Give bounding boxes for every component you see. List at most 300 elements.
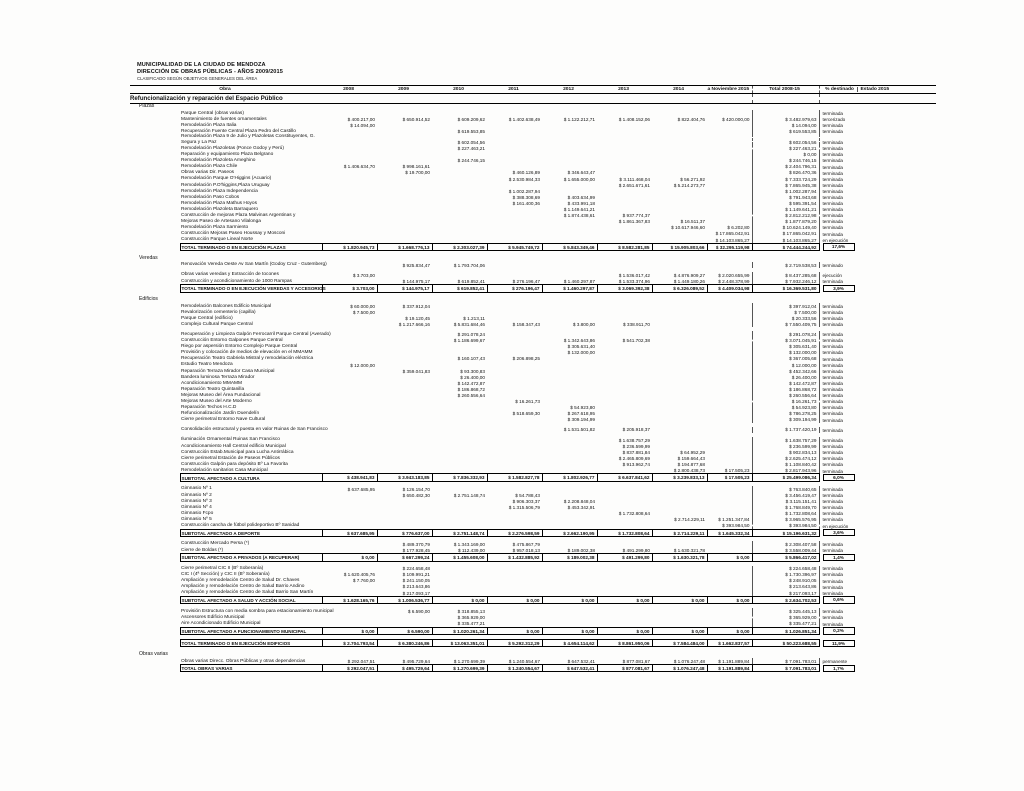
amount-cell-2008: $ 1.820.945,73 bbox=[322, 243, 377, 250]
amount-cell-2010: $ 142.472,87 bbox=[457, 380, 486, 386]
obra-label: Gimnasio Nº 3 bbox=[181, 498, 212, 504]
estado-text: terminada bbox=[822, 164, 843, 170]
amount-cell-2009 bbox=[377, 134, 432, 145]
total-row bbox=[130, 554, 936, 561]
estado-text: terminada bbox=[822, 225, 843, 231]
estado-text: terminado bbox=[822, 262, 843, 268]
amount-cell-2011: $ 0,00 bbox=[487, 627, 542, 634]
obra-label: Refuncionalización Jardín Duendelín bbox=[181, 411, 260, 417]
column-header-estado: Estado 2015 bbox=[857, 87, 890, 93]
total-row bbox=[130, 665, 936, 672]
pct-badge: 0,6% bbox=[823, 596, 855, 603]
amount-cell-2009: $ 998.161,61 bbox=[402, 164, 431, 170]
total-cell: $ 7.932.246,12 bbox=[752, 278, 819, 285]
report-table-body bbox=[130, 86, 936, 672]
obra-label: Remodelación Parque O'Higgins (Acuario) bbox=[181, 176, 272, 182]
amount-cell-2010: $ 1.270.699,39 bbox=[432, 665, 487, 672]
estado-text: terminada bbox=[822, 621, 843, 627]
amount-cell-2010 bbox=[432, 237, 487, 244]
amount-cell-2011: $ 2.530.984,33 bbox=[508, 176, 541, 182]
estado-text: terminada bbox=[822, 609, 843, 615]
amount-cell-2011 bbox=[487, 590, 542, 597]
total-row bbox=[130, 529, 936, 536]
amount-cell-2008: $ 12.000,00 bbox=[350, 362, 376, 368]
amount-cell-a Noviembre 2015: $ 14.103.865,27 bbox=[715, 237, 750, 243]
total-cell: $ 5.866.417,02 bbox=[752, 554, 819, 561]
obra-label: Revalorización cementerio (capilla) bbox=[181, 309, 256, 315]
estado-text: terminada bbox=[822, 437, 843, 443]
amount-cell-2009: $ 6.380.246,86 bbox=[377, 640, 432, 647]
obra-label: Mantenimiento de fuentes ornamentales bbox=[181, 116, 267, 122]
pct-badge: 17,6% bbox=[823, 243, 855, 250]
amount-cell-2013: $ 491.299,80 bbox=[622, 547, 651, 553]
amount-cell-2014: $ 5.214.273,77 bbox=[673, 182, 706, 188]
amount-cell-2013: $ 1.533.374,96 bbox=[618, 278, 651, 284]
amount-cell-2013: $ 0,00 bbox=[597, 627, 652, 634]
obra-label: Parque Central (obras varias) bbox=[181, 110, 244, 116]
table-row bbox=[130, 547, 936, 554]
total-cell: $ 12.000,00 bbox=[752, 362, 819, 368]
amount-cell-2012 bbox=[542, 522, 597, 529]
amount-cell-2012: $ 267.618,95 bbox=[567, 411, 596, 417]
total-cell: $ 1.026.851,34 bbox=[752, 627, 819, 634]
total-cell: $ 8.437.285,68 bbox=[752, 272, 819, 278]
amount-cell-2010 bbox=[432, 590, 487, 597]
amount-cell-2008: $ 292.047,51 bbox=[322, 665, 377, 672]
obra-label: Ampliación y remodelación Centro de Salud Barrio Andino bbox=[181, 584, 305, 590]
estado-text: terminada bbox=[822, 129, 843, 135]
amount-cell-2012: $ 647.532,41 bbox=[567, 658, 596, 664]
table-row bbox=[130, 321, 936, 327]
total-cell: $ 397.912,04 bbox=[752, 303, 819, 309]
total-cell: $ 132.000,00 bbox=[752, 350, 819, 356]
department-title: DIRECCIÓN DE OBRAS PÚBLICAS - AÑOS 2009/2015 bbox=[137, 69, 283, 75]
amount-cell-a Noviembre 2015: $ 17.505,23 bbox=[724, 468, 750, 474]
column-header-2010: 2010 bbox=[432, 86, 487, 94]
obra-label: Cierre de Boldas (*) bbox=[181, 547, 224, 553]
pct-estado-cell bbox=[819, 640, 936, 647]
estado-text: ejecución bbox=[822, 272, 842, 278]
amount-cell-2010: $ 609.209,62 bbox=[457, 116, 486, 122]
obra-label: TOTAL TERMINADO O EN EJECUCIÓN EDIFICIOS bbox=[180, 640, 322, 647]
amount-cell-2013: $ 8.861.950,06 bbox=[597, 640, 652, 647]
amount-cell-2010: $ 619.852,41 bbox=[432, 285, 487, 292]
amount-cell-2012 bbox=[542, 237, 597, 244]
amount-cell-2009: $ 109.991,21 bbox=[402, 572, 431, 578]
amount-cell-a Noviembre 2015 bbox=[707, 134, 752, 145]
pct-estado-cell bbox=[819, 522, 936, 529]
obra-label: Construcción Mercado Persa (*) bbox=[181, 541, 250, 547]
amount-cell-2012: $ 3.800,00 bbox=[572, 321, 596, 327]
amount-cell-2014 bbox=[652, 134, 707, 145]
obra-label: Gimnasio Fcpo bbox=[181, 510, 214, 516]
row-gutter bbox=[130, 547, 180, 554]
total-cell: $ 367.005,68 bbox=[752, 356, 819, 362]
row-gutter bbox=[130, 590, 180, 597]
section-label-row bbox=[130, 103, 936, 110]
amount-cell-2013: $ 205.918,37 bbox=[622, 427, 651, 433]
amount-cell-2010: $ 1.213,11 bbox=[463, 315, 486, 321]
obra-label: Provisión y colocación de medios de elevación en el MMAMM bbox=[181, 350, 313, 356]
amount-cell-2009: $ 667.299,24 bbox=[377, 554, 432, 561]
amount-cell-2008: $ 400.217,00 bbox=[347, 116, 376, 122]
table-row bbox=[130, 356, 936, 362]
amount-cell-2008 bbox=[322, 278, 377, 285]
estado-text: terminada bbox=[822, 338, 843, 344]
total-cell: $ 325.445,13 bbox=[752, 608, 819, 614]
amount-cell-2012: $ 403.634,99 bbox=[567, 194, 596, 200]
total-cell: $ 20.333,56 bbox=[752, 315, 819, 321]
obra-label: Consolidación estructural y puesta en valor Ruinas de San Francisco bbox=[181, 427, 328, 433]
section-label: Plazas bbox=[139, 103, 155, 110]
amount-cell-2010: $ 1.186.699,67 bbox=[453, 338, 486, 344]
row-gutter bbox=[130, 278, 180, 285]
total-cell: $ 2.308.407,58 bbox=[752, 541, 819, 547]
estado-text: terminada bbox=[822, 462, 843, 468]
amount-cell-2013: $ 877.081,67 bbox=[597, 665, 652, 672]
obra-label: Mejoras Museo del Área Fundacional bbox=[181, 392, 261, 398]
column-header-2008: 2008 bbox=[322, 86, 377, 94]
amount-cell-2012: $ 4.654.114,62 bbox=[542, 640, 597, 647]
amount-cell-2009: $ 495.729,64 bbox=[402, 658, 431, 664]
amount-cell-2008 bbox=[322, 590, 377, 597]
obra-label: Parque Central (edificio) bbox=[181, 315, 233, 321]
amount-cell-2014: $ 0,00 bbox=[652, 596, 707, 603]
amount-cell-2011: $ 1.240.554,67 bbox=[508, 658, 541, 664]
amount-cell-2009 bbox=[377, 621, 432, 628]
obra-label: Remodelación Plazoletas (Ponce Godoy y Perú) bbox=[181, 145, 284, 151]
obra-label: Construcción cancha de fútbol polideportivo Bº Sanidad bbox=[181, 522, 300, 528]
amount-cell-a Noviembre 2015: $ 4.409.034,98 bbox=[707, 285, 752, 292]
total-cell: $ 2.719.538,53 bbox=[752, 262, 819, 268]
classification-subtitle: CLASIFICADO SEGÚN OBJETIVOS GENERALES DEL ÁREA bbox=[137, 76, 258, 81]
column-header-2009: 2009 bbox=[377, 86, 432, 94]
amount-cell-2008 bbox=[322, 547, 377, 554]
obra-label: Complejo Cultural Parque Central bbox=[181, 321, 253, 327]
total-cell: $ 54.923,80 bbox=[752, 405, 819, 411]
amount-cell-2012: $ 1.874.438,61 bbox=[563, 213, 596, 219]
amount-cell-2013: $ 877.081,67 bbox=[622, 658, 651, 664]
obra-label: Ampliación y remodelación Centro de Salud Barrio San Martín bbox=[181, 590, 314, 596]
row-gutter bbox=[130, 665, 180, 672]
amount-cell-2009: $ 1.668.776,13 bbox=[377, 243, 432, 250]
amount-cell-2013: $ 837.881,84 bbox=[622, 449, 651, 455]
obra-label: Gimnasio Nº 2 bbox=[181, 492, 212, 498]
estado-text: terminada bbox=[822, 344, 843, 350]
amount-cell-2010 bbox=[432, 467, 487, 474]
total-cell: $ 595.391,54 bbox=[752, 200, 819, 206]
row-gutter bbox=[130, 285, 180, 292]
amount-cell-2010: $ 2.303.027,39 bbox=[432, 243, 487, 250]
estado-text: terminada bbox=[822, 322, 843, 328]
section-title: Refuncionalización y reparación del Espacio Público bbox=[130, 94, 432, 104]
amount-cell-2009: $ 1.217.666,16 bbox=[398, 321, 431, 327]
amount-cell-2010: $ 1.793.704,06 bbox=[453, 262, 486, 268]
amount-cell-2009: $ 6.590,00 bbox=[407, 609, 431, 615]
amount-cell-2010: $ 365.929,00 bbox=[457, 615, 486, 621]
amount-cell-2013: $ 1.861.367,83 bbox=[618, 219, 651, 225]
total-cell: $ 3.482.979,63 bbox=[752, 116, 819, 122]
total-cell: $ 236.599,99 bbox=[752, 443, 819, 449]
row-gutter bbox=[130, 134, 180, 145]
total-cell: $ 7.500,00 bbox=[752, 309, 819, 315]
amount-cell-a Noviembre 2015: $ 17.865.042,91 bbox=[715, 231, 750, 237]
obra-label: Remodelación Plaza Italia bbox=[181, 122, 237, 128]
amount-cell-2013 bbox=[597, 522, 652, 529]
total-cell: $ 791.943,68 bbox=[752, 194, 819, 200]
obra-label: Cierre perimetral Entorno Nave Cultural bbox=[181, 417, 266, 423]
estado-text: terminada bbox=[822, 316, 843, 321]
estado-text: terminada bbox=[822, 332, 843, 338]
obra-label: SUBTOTAL AFECTADO A CULTURA bbox=[180, 474, 322, 481]
total-cell: $ 335.477,21 bbox=[752, 621, 819, 628]
column-header-nov2015: a Noviembre 2015 bbox=[707, 86, 752, 94]
column-header-pct-estado bbox=[819, 86, 936, 94]
pct-badge: 1,7% bbox=[823, 665, 855, 672]
estado-text: terminada bbox=[822, 541, 843, 547]
amount-cell-a Noviembre 2015: $ 0,00 bbox=[707, 596, 752, 603]
estado-text: terminada bbox=[822, 356, 843, 362]
estado-text: terminada bbox=[822, 449, 843, 455]
obra-label: Remodelación Plaza 9 de Julio y Plazoletas Constituyentes, G. Segura y La Paz bbox=[181, 134, 315, 145]
row-gutter bbox=[130, 658, 180, 665]
total-cell: $ 3.965.576,95 bbox=[752, 516, 819, 522]
amount-cell-2013: $ 491.299,80 bbox=[597, 554, 652, 561]
section-title-filler bbox=[432, 94, 752, 104]
estado-text: terminada bbox=[822, 566, 843, 572]
obra-label: Renovación Vereda Oeste Av San Martín (Godoy Cruz - Gutemberg) bbox=[181, 262, 327, 268]
amount-cell-2014: $ 4.876.909,27 bbox=[673, 272, 706, 278]
amount-cell-2011: $ 1.240.554,67 bbox=[487, 665, 542, 672]
amount-cell-2014: $ 2.714.229,11 bbox=[652, 529, 707, 536]
total-cell: $ 142.472,87 bbox=[752, 380, 819, 386]
obra-label: TOTAL TERMINADO O EN EJECUCIÓN PLAZAS bbox=[180, 243, 322, 250]
amount-cell-2014: $ 2.800.438,73 bbox=[673, 468, 706, 474]
obra-label: Remodelación Plaza Sarmiento bbox=[181, 225, 249, 231]
amount-cell-a Noviembre 2015 bbox=[707, 590, 752, 597]
amount-cell-2014: $ 1.630.321,78 bbox=[652, 554, 707, 561]
table-row bbox=[130, 590, 936, 597]
amount-cell-2012 bbox=[542, 134, 597, 145]
column-header-pct: % destinado bbox=[825, 86, 854, 92]
total-cell: $ 0,00 bbox=[752, 152, 819, 158]
total-cell: $ 1.732.808,64 bbox=[752, 510, 819, 516]
estado-text: terminada bbox=[822, 548, 843, 554]
report-table bbox=[130, 85, 936, 672]
total-cell: $ 248.910,05 bbox=[752, 578, 819, 584]
total-cell: $ 3.071.045,91 bbox=[752, 337, 819, 343]
amount-cell-2014: $ 1.076.247,48 bbox=[652, 665, 707, 672]
total-cell: $ 393.984,50 bbox=[752, 522, 819, 529]
obra-label: Aire Acondicionado Edificio Municipal bbox=[181, 621, 261, 627]
amount-cell-2014: $ 1.449.180,26 bbox=[673, 278, 706, 284]
pct-estado-cell bbox=[819, 278, 936, 285]
amount-cell-2008: $ 1.406.634,70 bbox=[343, 164, 376, 170]
amount-cell-a Noviembre 2015: $ 1.191.889,84 bbox=[707, 665, 752, 672]
estado-text: terminada bbox=[822, 393, 843, 399]
amount-cell-2013 bbox=[597, 134, 652, 145]
estado-text: terminada bbox=[822, 511, 843, 517]
row-gutter bbox=[130, 243, 180, 250]
amount-cell-2008: $ 0,00 bbox=[322, 627, 377, 634]
amount-cell-2011: $ 1.002.287,94 bbox=[508, 188, 541, 194]
amount-cell-2011: $ 957.018,13 bbox=[512, 547, 541, 553]
amount-cell-2014: $ 6.326.089,52 bbox=[652, 285, 707, 292]
total-cell: $ 309.194,99 bbox=[752, 417, 819, 423]
obra-label: Recuperación y Limpieza Galpón Ferrocarril Parque Central (Averado) bbox=[181, 331, 331, 337]
total-cell: $ 7.865.945,38 bbox=[752, 182, 819, 188]
amount-cell-2012: $ 189.002,38 bbox=[567, 547, 596, 553]
estado-text: terminada bbox=[822, 417, 843, 423]
amount-cell-2008 bbox=[322, 134, 377, 145]
obra-label: Recuperación Teatro Gabriela Mistral y remodelación eléctrica bbox=[181, 356, 314, 362]
amount-cell-2010: $ 260.556,64 bbox=[457, 393, 486, 398]
total-cell: $ 1.730.396,97 bbox=[752, 572, 819, 578]
amount-cell-2008: $ 438.941,83 bbox=[322, 474, 377, 481]
amount-cell-2010: $ 619.852,41 bbox=[457, 278, 486, 284]
section-label: Edificios bbox=[139, 296, 158, 303]
table-row bbox=[130, 398, 936, 404]
amount-cell-2014: $ 159.664,43 bbox=[677, 455, 706, 461]
obra-label: Remodelación sanitarios Casa Municipal bbox=[181, 467, 268, 473]
estado-text: terminada bbox=[822, 362, 843, 368]
amount-cell-a Noviembre 2015: $ 420.000,00 bbox=[722, 116, 750, 122]
obra-label: TOTAL TERMINADO O EN EJECUCIÓN VEREDAS Y ACCESORIOS bbox=[181, 286, 326, 292]
obra-label: Obras varias Direcc. Obras Públicas y otras dependencias bbox=[181, 658, 306, 664]
total-cell: $ 213.643,86 bbox=[752, 584, 819, 590]
total-cell: $ 902.834,13 bbox=[752, 449, 819, 455]
column-header-2014: 2014 bbox=[652, 86, 707, 94]
amount-cell-2010: $ 160.107,43 bbox=[457, 356, 486, 362]
pct-estado-cell bbox=[819, 547, 936, 554]
estado-text: terminada bbox=[822, 194, 843, 200]
amount-cell-2010: $ 7.836.332,93 bbox=[432, 474, 487, 481]
obra-label: Riego por aspersión Entorno Complejo Parque Central bbox=[181, 344, 298, 350]
total-cell: $ 260.556,64 bbox=[752, 392, 819, 398]
amount-cell-2011: $ 1.582.827,78 bbox=[487, 474, 542, 481]
amount-cell-2014: $ 10.617.946,60 bbox=[671, 225, 706, 231]
amount-cell-2009 bbox=[377, 522, 432, 529]
amount-cell-2011: $ 906.303,37 bbox=[512, 498, 541, 504]
obra-label: Gimnasio Nº 1 bbox=[181, 486, 212, 492]
amount-cell-2014: $ 2.714.229,11 bbox=[674, 517, 706, 522]
obra-label: Construcción y acondicionamiento de 1000 Rampas bbox=[181, 278, 292, 284]
amount-cell-2008: $ 60.000,00 bbox=[350, 303, 376, 309]
amount-cell-a Noviembre 2015: $ 0,00 bbox=[707, 554, 752, 561]
total-cell: $ 25.499.086,34 bbox=[752, 474, 819, 481]
estado-text: terminada bbox=[822, 182, 843, 188]
estado-text: terminada bbox=[822, 399, 843, 405]
table-row bbox=[130, 278, 936, 285]
total-row bbox=[130, 474, 936, 481]
total-cell: $ 15.196.631,32 bbox=[752, 529, 819, 536]
amount-cell-2008: $ 7.760,00 bbox=[352, 578, 376, 584]
amount-cell-2010: $ 0,00 bbox=[432, 596, 487, 603]
estado-text: terminada bbox=[822, 140, 843, 146]
amount-cell-2013: $ 236.599,99 bbox=[622, 443, 651, 449]
amount-cell-2012: $ 132.000,00 bbox=[567, 350, 596, 356]
estado-text: tercerizado bbox=[822, 116, 846, 122]
amount-cell-2008: $ 1.628.165,76 bbox=[322, 596, 377, 603]
total-row bbox=[130, 285, 936, 292]
table-row bbox=[130, 134, 936, 145]
total-cell: $ 291.078,24 bbox=[752, 331, 819, 337]
table-row bbox=[130, 621, 936, 628]
amount-cell-2014: $ 822.404,76 bbox=[677, 116, 706, 122]
amount-cell-2013: $ 1.536.017,42 bbox=[618, 272, 651, 278]
amount-cell-2013 bbox=[597, 590, 652, 597]
amount-cell-2014: $ 1.076.247,48 bbox=[673, 658, 706, 664]
row-gutter bbox=[130, 522, 180, 529]
total-cell: $ 14.094,00 bbox=[752, 122, 819, 128]
total-cell: $ 7.091.783,01 bbox=[752, 665, 819, 672]
pct-estado-cell bbox=[819, 621, 936, 628]
amount-cell-2012: $ 0,00 bbox=[542, 627, 597, 634]
amount-cell-2010: $ 93.300,83 bbox=[460, 368, 486, 374]
amount-cell-a Noviembre 2015: $ 393.984,50 bbox=[722, 523, 750, 529]
amount-cell-a Noviembre 2015: $ 1.662.837,57 bbox=[707, 640, 752, 647]
obra-label: Gimnasio Nº 5 bbox=[181, 516, 212, 522]
amount-cell-2014: $ 16.511,37 bbox=[680, 219, 706, 225]
amount-cell-a Noviembre 2015: $ 1.251.347,84 bbox=[718, 517, 750, 522]
amount-cell-2012: $ 54.923,80 bbox=[570, 405, 596, 411]
estado-text: terminada bbox=[822, 578, 843, 584]
pct-estado-cell bbox=[819, 554, 936, 561]
amount-cell-2008 bbox=[322, 467, 377, 474]
amount-cell-2012: $ 189.002,38 bbox=[542, 554, 597, 561]
estado-text: terminada bbox=[822, 443, 843, 449]
amount-cell-2012: $ 2.208.848,04 bbox=[563, 498, 596, 504]
obra-label: Bandera luminosa Terraza Mirador bbox=[181, 374, 255, 380]
total-cell: $ 2.812.212,98 bbox=[752, 212, 819, 218]
amount-cell-2011: $ 475.867,79 bbox=[512, 541, 541, 547]
obra-label: SUBTOTAL AFECTADO A FUNCIONAMIENTO MUNICIPAL bbox=[180, 627, 322, 634]
amount-cell-2012: $ 647.532,41 bbox=[542, 665, 597, 672]
total-cell: $ 217.093,17 bbox=[752, 590, 819, 597]
table-row bbox=[130, 188, 936, 194]
obra-label: SUBTOTAL AFECTADO A DEPORTE bbox=[180, 529, 322, 536]
total-cell: $ 186.868,72 bbox=[752, 386, 819, 392]
amount-cell-2008: $ 637.685,95 bbox=[347, 486, 376, 492]
obra-label: Reparación Techos H.C.D bbox=[181, 405, 237, 411]
estado-text: terminada bbox=[822, 201, 843, 207]
total-row bbox=[130, 627, 936, 634]
obra-label: Mejoras Museo del Arte Moderno bbox=[181, 398, 252, 404]
amount-cell-2011: $ 1.432.885,92 bbox=[487, 554, 542, 561]
amount-cell-a Noviembre 2015: $ 32.295.119,98 bbox=[707, 243, 752, 250]
obra-label: CIC I (4ª Sección) y CIC II (Bº Soberanía) bbox=[181, 572, 270, 578]
amount-cell-2013: $ 3.069.392,38 bbox=[597, 285, 652, 292]
amount-cell-2013: $ 913.962,74 bbox=[622, 461, 651, 467]
amount-cell-2008: $ 3.703,00 bbox=[322, 285, 377, 292]
amount-cell-2009: $ 776.637,00 bbox=[377, 529, 432, 536]
row-gutter bbox=[130, 640, 180, 647]
amount-cell-2011: $ 161.400,36 bbox=[512, 200, 541, 206]
amount-cell-2014 bbox=[652, 522, 707, 529]
column-header-row bbox=[130, 86, 936, 94]
amount-cell-2011: $ 460.126,89 bbox=[512, 170, 541, 176]
org-title: MUNICIPALIDAD DE LA CIUDAD DE MENDOZA bbox=[137, 62, 266, 68]
amount-cell-2010 bbox=[432, 522, 487, 529]
total-cell: $ 16.261,73 bbox=[752, 398, 819, 404]
estado-text: terminada bbox=[822, 374, 843, 380]
total-cell: $ 1.638.757,29 bbox=[752, 437, 819, 443]
estado-text: terminada bbox=[822, 152, 843, 158]
total-cell: $ 3.558.009,44 bbox=[752, 547, 819, 554]
document-header bbox=[137, 62, 283, 82]
obra-label: SUBTOTAL AFECTADO A PRIVADOS (A RECUPERAR) bbox=[180, 554, 322, 561]
obra-label: TOTAL OBRAS VARIAS bbox=[180, 665, 322, 672]
